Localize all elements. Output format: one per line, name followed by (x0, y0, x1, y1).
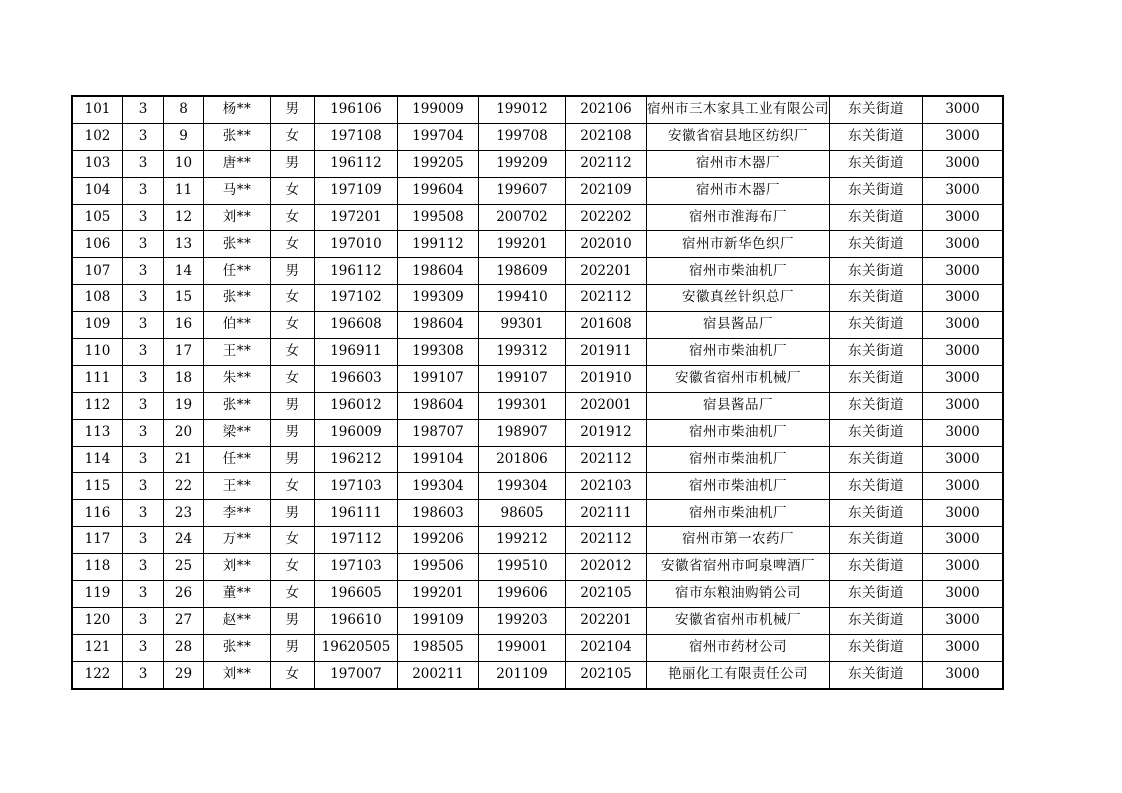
cell-index: 14 (164, 258, 204, 285)
cell-amount: 3000 (923, 554, 1003, 581)
cell-join: 198609 (479, 258, 566, 285)
cell-join: 198907 (479, 419, 566, 446)
cell-retire: 201910 (566, 365, 647, 392)
cell-index: 26 (164, 581, 204, 608)
cell-street: 东关街道 (830, 500, 923, 527)
cell-seq-no: 101 (73, 97, 123, 124)
table-row (73, 365, 1003, 392)
cell-seq-no: 115 (73, 473, 123, 500)
cell-group: 3 (123, 258, 164, 285)
cell-join: 199107 (479, 365, 566, 392)
cell-index: 24 (164, 527, 204, 554)
cell-group: 3 (123, 177, 164, 204)
cell-index: 25 (164, 554, 204, 581)
cell-seq-no: 104 (73, 177, 123, 204)
cell-start: 199309 (398, 285, 479, 312)
table-row (73, 123, 1003, 150)
cell-amount: 3000 (923, 312, 1003, 339)
cell-join: 199510 (479, 554, 566, 581)
cell-start: 199508 (398, 204, 479, 231)
cell-start: 198505 (398, 634, 479, 661)
cell-index: 12 (164, 204, 204, 231)
cell-group: 3 (123, 285, 164, 312)
cell-seq-no: 111 (73, 365, 123, 392)
cell-name: 万** (204, 527, 271, 554)
table-row (73, 231, 1003, 258)
cell-group: 3 (123, 527, 164, 554)
cell-amount: 3000 (923, 123, 1003, 150)
cell-group: 3 (123, 607, 164, 634)
cell-join: 201806 (479, 446, 566, 473)
table-row (73, 446, 1003, 473)
cell-amount: 3000 (923, 204, 1003, 231)
cell-seq-no: 109 (73, 312, 123, 339)
cell-gender: 女 (271, 285, 315, 312)
cell-gender: 男 (271, 500, 315, 527)
cell-street: 东关街道 (830, 204, 923, 231)
cell-start: 199104 (398, 446, 479, 473)
cell-amount: 3000 (923, 581, 1003, 608)
cell-name: 董** (204, 581, 271, 608)
cell-employer: 宿州市柴油机厂 (647, 419, 830, 446)
cell-employer: 安徽省宿州市呵泉啤酒厂 (647, 554, 830, 581)
cell-employer: 宿州市柴油机厂 (647, 339, 830, 366)
cell-seq-no: 108 (73, 285, 123, 312)
table-row (73, 419, 1003, 446)
cell-amount: 3000 (923, 446, 1003, 473)
cell-employer: 宿州市新华色织厂 (647, 231, 830, 258)
table-row (73, 285, 1003, 312)
table-row (73, 392, 1003, 419)
cell-employer: 安徽省宿县地区纺织厂 (647, 123, 830, 150)
cell-index: 22 (164, 473, 204, 500)
cell-street: 东关街道 (830, 285, 923, 312)
cell-employer: 宿市东粮油购销公司 (647, 581, 830, 608)
cell-employer: 宿州市柴油机厂 (647, 473, 830, 500)
cell-street: 东关街道 (830, 97, 923, 124)
cell-start: 198604 (398, 312, 479, 339)
cell-index: 9 (164, 123, 204, 150)
cell-index: 23 (164, 500, 204, 527)
cell-gender: 男 (271, 97, 315, 124)
cell-employer: 宿州市三木家具工业有限公司 (647, 97, 830, 124)
cell-group: 3 (123, 554, 164, 581)
cell-index: 19 (164, 392, 204, 419)
cell-amount: 3000 (923, 419, 1003, 446)
cell-retire: 202010 (566, 231, 647, 258)
cell-retire: 202105 (566, 581, 647, 608)
cell-start: 199704 (398, 123, 479, 150)
table-row (73, 204, 1003, 231)
cell-join: 199203 (479, 607, 566, 634)
cell-amount: 3000 (923, 473, 1003, 500)
cell-start: 199109 (398, 607, 479, 634)
table-row (73, 634, 1003, 661)
cell-start: 198604 (398, 258, 479, 285)
cell-birth: 197201 (315, 204, 398, 231)
cell-amount: 3000 (923, 365, 1003, 392)
cell-gender: 女 (271, 365, 315, 392)
cell-start: 199304 (398, 473, 479, 500)
cell-join: 201109 (479, 661, 566, 688)
cell-employer: 宿州市淮海布厂 (647, 204, 830, 231)
cell-employer: 宿州市柴油机厂 (647, 500, 830, 527)
cell-street: 东关街道 (830, 365, 923, 392)
cell-retire: 201608 (566, 312, 647, 339)
cell-street: 东关街道 (830, 312, 923, 339)
cell-group: 3 (123, 97, 164, 124)
cell-birth: 196212 (315, 446, 398, 473)
cell-gender: 女 (271, 554, 315, 581)
cell-group: 3 (123, 392, 164, 419)
records-table (72, 96, 1003, 689)
cell-street: 东关街道 (830, 339, 923, 366)
cell-group: 3 (123, 661, 164, 688)
cell-join: 199607 (479, 177, 566, 204)
cell-birth: 196112 (315, 258, 398, 285)
cell-index: 13 (164, 231, 204, 258)
cell-index: 27 (164, 607, 204, 634)
cell-name: 梁** (204, 419, 271, 446)
cell-join: 199212 (479, 527, 566, 554)
cell-birth: 197109 (315, 177, 398, 204)
cell-gender: 女 (271, 339, 315, 366)
cell-gender: 男 (271, 607, 315, 634)
cell-start: 199201 (398, 581, 479, 608)
cell-group: 3 (123, 123, 164, 150)
cell-employer: 宿县酱品厂 (647, 392, 830, 419)
cell-join: 199410 (479, 285, 566, 312)
cell-gender: 男 (271, 446, 315, 473)
cell-group: 3 (123, 339, 164, 366)
cell-index: 18 (164, 365, 204, 392)
cell-name: 刘** (204, 204, 271, 231)
cell-name: 马** (204, 177, 271, 204)
cell-index: 15 (164, 285, 204, 312)
cell-employer: 宿州市木器厂 (647, 150, 830, 177)
cell-name: 伯** (204, 312, 271, 339)
cell-seq-no: 114 (73, 446, 123, 473)
cell-street: 东关街道 (830, 231, 923, 258)
table-row (73, 500, 1003, 527)
cell-amount: 3000 (923, 258, 1003, 285)
cell-group: 3 (123, 634, 164, 661)
cell-amount: 3000 (923, 392, 1003, 419)
cell-street: 东关街道 (830, 607, 923, 634)
table-row (73, 150, 1003, 177)
cell-name: 张** (204, 231, 271, 258)
cell-seq-no: 105 (73, 204, 123, 231)
cell-index: 21 (164, 446, 204, 473)
cell-amount: 3000 (923, 339, 1003, 366)
cell-name: 刘** (204, 554, 271, 581)
cell-street: 东关街道 (830, 581, 923, 608)
cell-seq-no: 122 (73, 661, 123, 688)
cell-name: 唐** (204, 150, 271, 177)
cell-join: 199304 (479, 473, 566, 500)
cell-gender: 女 (271, 177, 315, 204)
cell-amount: 3000 (923, 231, 1003, 258)
cell-birth: 196610 (315, 607, 398, 634)
cell-retire: 202012 (566, 554, 647, 581)
cell-retire: 202201 (566, 258, 647, 285)
cell-birth: 196911 (315, 339, 398, 366)
cell-birth: 197010 (315, 231, 398, 258)
cell-street: 东关街道 (830, 473, 923, 500)
cell-join: 199201 (479, 231, 566, 258)
cell-start: 199506 (398, 554, 479, 581)
cell-start: 199604 (398, 177, 479, 204)
cell-join: 199312 (479, 339, 566, 366)
cell-employer: 安徽省宿州市机械厂 (647, 607, 830, 634)
cell-employer: 宿州市木器厂 (647, 177, 830, 204)
cell-retire: 202112 (566, 446, 647, 473)
table-row (73, 258, 1003, 285)
cell-birth: 196605 (315, 581, 398, 608)
cell-name: 李** (204, 500, 271, 527)
cell-gender: 女 (271, 312, 315, 339)
cell-name: 任** (204, 258, 271, 285)
cell-street: 东关街道 (830, 150, 923, 177)
cell-amount: 3000 (923, 285, 1003, 312)
cell-join: 99301 (479, 312, 566, 339)
cell-group: 3 (123, 231, 164, 258)
cell-seq-no: 112 (73, 392, 123, 419)
cell-street: 东关街道 (830, 419, 923, 446)
cell-index: 10 (164, 150, 204, 177)
cell-street: 东关街道 (830, 634, 923, 661)
cell-birth: 196009 (315, 419, 398, 446)
cell-birth: 196603 (315, 365, 398, 392)
cell-retire: 202112 (566, 150, 647, 177)
table-body (73, 97, 1003, 689)
cell-retire: 201912 (566, 419, 647, 446)
cell-name: 刘** (204, 661, 271, 688)
cell-retire: 202104 (566, 634, 647, 661)
cell-street: 东关街道 (830, 258, 923, 285)
cell-retire: 202001 (566, 392, 647, 419)
table-row (73, 607, 1003, 634)
cell-start: 198603 (398, 500, 479, 527)
cell-birth: 197103 (315, 554, 398, 581)
cell-start: 199107 (398, 365, 479, 392)
cell-start: 198604 (398, 392, 479, 419)
cell-index: 20 (164, 419, 204, 446)
cell-group: 3 (123, 581, 164, 608)
cell-seq-no: 107 (73, 258, 123, 285)
cell-street: 东关街道 (830, 123, 923, 150)
cell-seq-no: 103 (73, 150, 123, 177)
cell-seq-no: 119 (73, 581, 123, 608)
cell-seq-no: 121 (73, 634, 123, 661)
cell-join: 199708 (479, 123, 566, 150)
cell-amount: 3000 (923, 661, 1003, 688)
cell-amount: 3000 (923, 150, 1003, 177)
cell-gender: 男 (271, 392, 315, 419)
cell-gender: 女 (271, 661, 315, 688)
cell-start: 200211 (398, 661, 479, 688)
cell-birth: 197103 (315, 473, 398, 500)
cell-seq-no: 117 (73, 527, 123, 554)
cell-seq-no: 118 (73, 554, 123, 581)
cell-street: 东关街道 (830, 527, 923, 554)
cell-index: 17 (164, 339, 204, 366)
cell-street: 东关街道 (830, 661, 923, 688)
cell-employer: 宿州市药材公司 (647, 634, 830, 661)
cell-group: 3 (123, 365, 164, 392)
cell-start: 199009 (398, 97, 479, 124)
cell-group: 3 (123, 446, 164, 473)
cell-retire: 202103 (566, 473, 647, 500)
cell-join: 199001 (479, 634, 566, 661)
cell-amount: 3000 (923, 634, 1003, 661)
cell-group: 3 (123, 204, 164, 231)
table-row (73, 312, 1003, 339)
cell-retire: 202109 (566, 177, 647, 204)
cell-employer: 宿州市柴油机厂 (647, 446, 830, 473)
cell-join: 199012 (479, 97, 566, 124)
cell-seq-no: 113 (73, 419, 123, 446)
cell-start: 199112 (398, 231, 479, 258)
cell-name: 张** (204, 634, 271, 661)
cell-index: 8 (164, 97, 204, 124)
cell-birth: 19620505 (315, 634, 398, 661)
cell-join: 199606 (479, 581, 566, 608)
cell-seq-no: 120 (73, 607, 123, 634)
cell-birth: 196012 (315, 392, 398, 419)
cell-name: 张** (204, 123, 271, 150)
table-row (73, 177, 1003, 204)
cell-start: 199206 (398, 527, 479, 554)
cell-street: 东关街道 (830, 177, 923, 204)
cell-employer: 宿州市柴油机厂 (647, 258, 830, 285)
cell-birth: 197102 (315, 285, 398, 312)
table-row (73, 661, 1003, 688)
cell-birth: 196106 (315, 97, 398, 124)
cell-birth: 196608 (315, 312, 398, 339)
table-row (73, 473, 1003, 500)
cell-start: 199308 (398, 339, 479, 366)
cell-street: 东关街道 (830, 554, 923, 581)
cell-group: 3 (123, 500, 164, 527)
cell-index: 16 (164, 312, 204, 339)
cell-employer: 宿县酱品厂 (647, 312, 830, 339)
cell-retire: 202105 (566, 661, 647, 688)
cell-group: 3 (123, 473, 164, 500)
cell-name: 王** (204, 339, 271, 366)
cell-employer: 安徽省宿州市机械厂 (647, 365, 830, 392)
cell-name: 杨** (204, 97, 271, 124)
cell-amount: 3000 (923, 607, 1003, 634)
cell-join: 98605 (479, 500, 566, 527)
table-row (73, 527, 1003, 554)
cell-index: 29 (164, 661, 204, 688)
cell-gender: 女 (271, 473, 315, 500)
cell-amount: 3000 (923, 177, 1003, 204)
cell-gender: 女 (271, 204, 315, 231)
cell-seq-no: 106 (73, 231, 123, 258)
cell-gender: 女 (271, 527, 315, 554)
cell-retire: 202202 (566, 204, 647, 231)
cell-name: 朱** (204, 365, 271, 392)
cell-retire: 202106 (566, 97, 647, 124)
table-row (73, 554, 1003, 581)
cell-employer: 艳丽化工有限责任公司 (647, 661, 830, 688)
cell-seq-no: 116 (73, 500, 123, 527)
cell-gender: 男 (271, 258, 315, 285)
cell-group: 3 (123, 150, 164, 177)
cell-seq-no: 102 (73, 123, 123, 150)
cell-gender: 男 (271, 634, 315, 661)
cell-index: 28 (164, 634, 204, 661)
cell-retire: 202112 (566, 285, 647, 312)
cell-birth: 197007 (315, 661, 398, 688)
cell-name: 张** (204, 285, 271, 312)
cell-birth: 196111 (315, 500, 398, 527)
table-row (73, 339, 1003, 366)
cell-name: 任** (204, 446, 271, 473)
cell-gender: 男 (271, 150, 315, 177)
cell-birth: 197112 (315, 527, 398, 554)
cell-seq-no: 110 (73, 339, 123, 366)
cell-amount: 3000 (923, 527, 1003, 554)
cell-name: 张** (204, 392, 271, 419)
cell-gender: 女 (271, 581, 315, 608)
cell-employer: 宿州市第一农药厂 (647, 527, 830, 554)
cell-name: 赵** (204, 607, 271, 634)
cell-employer: 安徽真丝针织总厂 (647, 285, 830, 312)
cell-birth: 196112 (315, 150, 398, 177)
cell-gender: 女 (271, 231, 315, 258)
cell-amount: 3000 (923, 500, 1003, 527)
cell-retire: 201911 (566, 339, 647, 366)
cell-start: 198707 (398, 419, 479, 446)
cell-group: 3 (123, 419, 164, 446)
cell-index: 11 (164, 177, 204, 204)
table-row (73, 97, 1003, 124)
table-row (73, 581, 1003, 608)
cell-gender: 男 (271, 419, 315, 446)
cell-join: 199209 (479, 150, 566, 177)
cell-street: 东关街道 (830, 392, 923, 419)
cell-join: 200702 (479, 204, 566, 231)
cell-retire: 202108 (566, 123, 647, 150)
cell-group: 3 (123, 312, 164, 339)
cell-retire: 202201 (566, 607, 647, 634)
cell-amount: 3000 (923, 97, 1003, 124)
cell-retire: 202111 (566, 500, 647, 527)
cell-name: 王** (204, 473, 271, 500)
cell-birth: 197108 (315, 123, 398, 150)
cell-start: 199205 (398, 150, 479, 177)
cell-join: 199301 (479, 392, 566, 419)
cell-street: 东关街道 (830, 446, 923, 473)
cell-retire: 202112 (566, 527, 647, 554)
cell-gender: 女 (271, 123, 315, 150)
